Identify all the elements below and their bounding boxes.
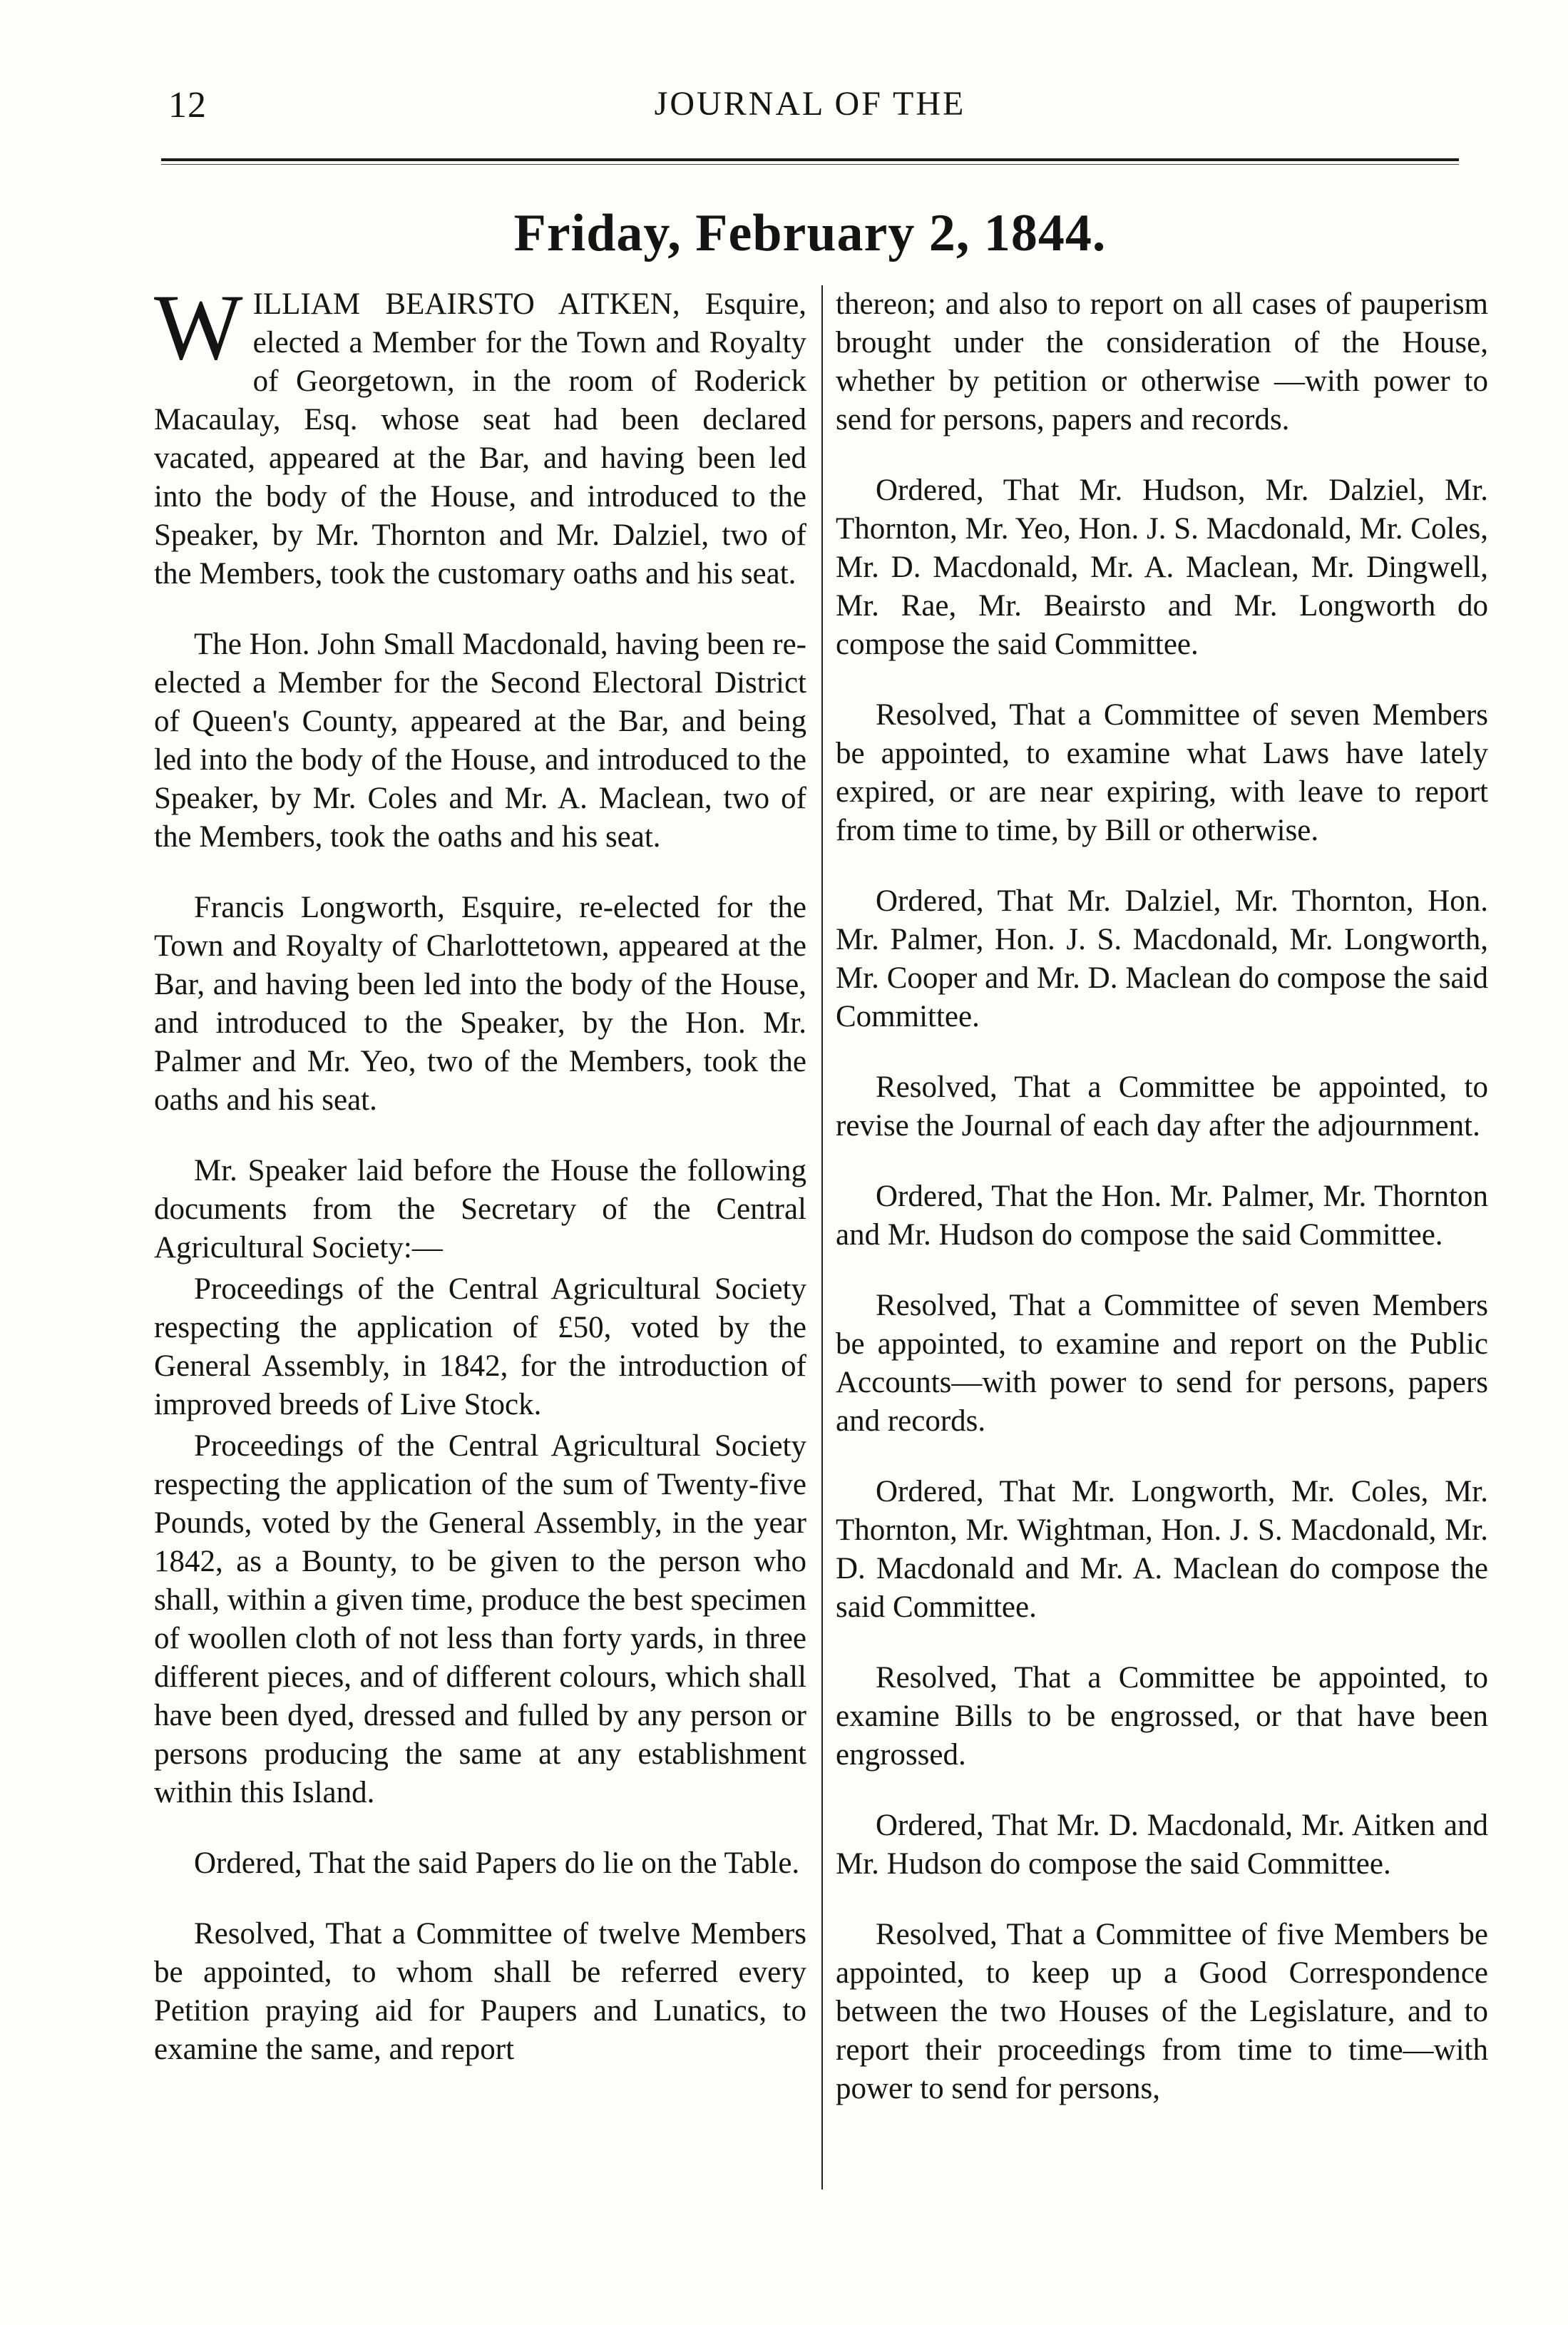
- left-column: [154, 275, 806, 2101]
- paragraph-macdonald: The Hon. John Small Macdonald, having been re-elected a Member for the Second Electoral District of Queen's County, appeared at the Bar, and being led into the body of the House, and introduced to the Speaker, by Mr. Coles and Mr. A. Maclean, two of the Members, took the oaths and his seat.: [154, 628, 806, 854]
- paragraph-proceedings-livestock: Proceedings of the Central Agricultural Society respecting the application of £50, voted by the General Assembly, in 1842, for the introduction of improved breeds of Live Stock.: [154, 1272, 806, 1421]
- paragraph-ordered-journal-committee: Ordered, That the Hon. Mr. Palmer, Mr. Thornton and Mr. Hudson do compose the said Committee.: [836, 1180, 1488, 1252]
- page-number: 12: [168, 85, 207, 126]
- right-column: [836, 285, 1488, 2140]
- paragraph-paupers-continued: thereon; and also to report on all cases of pauperism brought under the consideration of the House, whether by petition or otherwise —with power to send for persons, papers and records.: [836, 287, 1488, 436]
- paragraph-ordered-papers: Ordered, That the said Papers do lie on the Table.: [194, 1846, 800, 1880]
- column-divider: [821, 285, 823, 2189]
- paragraph-speaker-documents: Mr. Speaker laid before the House the following documents from the Secretary of the Central Agricultural Society:—: [154, 1154, 806, 1264]
- paragraph-ordered-paupers-committee: Ordered, That Mr. Hudson, Mr. Dalziel, Mr. Thornton, Mr. Yeo, Hon. J. S. Macdonald, Mr. Coles, Mr. D. Macdonald, Mr. A. Maclean, Mr. Dingwell, Mr. Rae, Mr. Beairsto and Mr. Longworth do compose the said Committee.: [836, 474, 1488, 661]
- date-heading: Friday, February 2, 1844.: [513, 204, 1107, 262]
- header-rule: [161, 158, 1459, 165]
- paragraph-resolved-accounts: Resolved, That a Committee of seven Members be appointed, to examine and report on the Public Accounts—with power to send for persons, papers and records.: [836, 1289, 1488, 1438]
- paragraph-ordered-laws-committee: Ordered, That Mr. Dalziel, Mr. Thornton, Hon. Mr. Palmer, Hon. J. S. Macdonald, Mr. Longworth, Mr. Cooper and Mr. D. Maclean do compose the said Committee.: [836, 884, 1488, 1033]
- page-header: [161, 84, 1459, 141]
- paragraph-ordered-bills-committee: Ordered, That Mr. D. Macdonald, Mr. Aitken and Mr. Hudson do compose the said Committee.: [836, 1809, 1488, 1881]
- paragraph-resolved-laws: Resolved, That a Committee of seven Members be appointed, to examine what Laws have lately expired, or are near expiring, with leave to report from time to time, by Bill or otherwise.: [836, 698, 1488, 847]
- paragraph-longworth: Francis Longworth, Esquire, re-elected for the Town and Royalty of Charlottetown, appeared at the Bar, and having been led into the body of the House, and introduced to the Speaker, by the Hon. Mr. Palmer and Mr. Yeo, two of the Members, took the oaths and his seat.: [154, 891, 806, 1117]
- paragraph-proceedings-woollen: Proceedings of the Central Agricultural Society respecting the application of the sum of Twenty-five Pounds, voted by the General Assembly, in the year 1842, as a Bounty, to be given to the person who shall, within a given time, produce the best specimen of woollen cloth of not less than forty yards, in three different pieces, and of different colours, which shall have been dyed, dressed and fulled by any person or persons producing the same at any establishment within this Island.: [154, 1429, 806, 1809]
- paragraph-resolved-paupers: Resolved, That a Committee of twelve Members be appointed, to whom shall be referred every Petition praying aid for Paupers and Lunatics, to examine the same, and report: [154, 1917, 806, 2066]
- paragraph-aitken: WILLIAM BEAIRSTO AITKEN, Esquire, elected a Member for the Town and Royalty of Georgetown, in the room of Roderick Macaulay, Esq. whose seat had been declared vacated, appeared at the Bar, and having been led into the body of the House, and introduced to the Speaker, by Mr. Thornton and Mr. Dalziel, two of the Members, took the customary oaths and his seat.: [154, 275, 806, 591]
- running-head: JOURNAL OF THE: [654, 85, 966, 123]
- paragraph-resolved-correspondence: Resolved, That a Committee of five Members be appointed, to keep up a Good Correspondence between the two Houses of the Legislature, and to report their proceedings from time to time—with power to send for persons,: [836, 1918, 1488, 2105]
- paragraph-resolved-bills: Resolved, That a Committee be appointed, to examine Bills to be engrossed, or that have been engrossed.: [836, 1661, 1488, 1772]
- paragraph-ordered-accounts-committee: Ordered, That Mr. Longworth, Mr. Coles, Mr. Thornton, Mr. Wightman, Hon. J. S. Macdonald, Mr. D. Macdonald and Mr. A. Maclean do compose the said Committee.: [836, 1475, 1488, 1624]
- paragraph-resolved-journal: Resolved, That a Committee be appointed, to revise the Journal of each day after the adjournment.: [836, 1070, 1488, 1143]
- drop-cap: W: [154, 275, 243, 379]
- text-columns: [154, 275, 1490, 2211]
